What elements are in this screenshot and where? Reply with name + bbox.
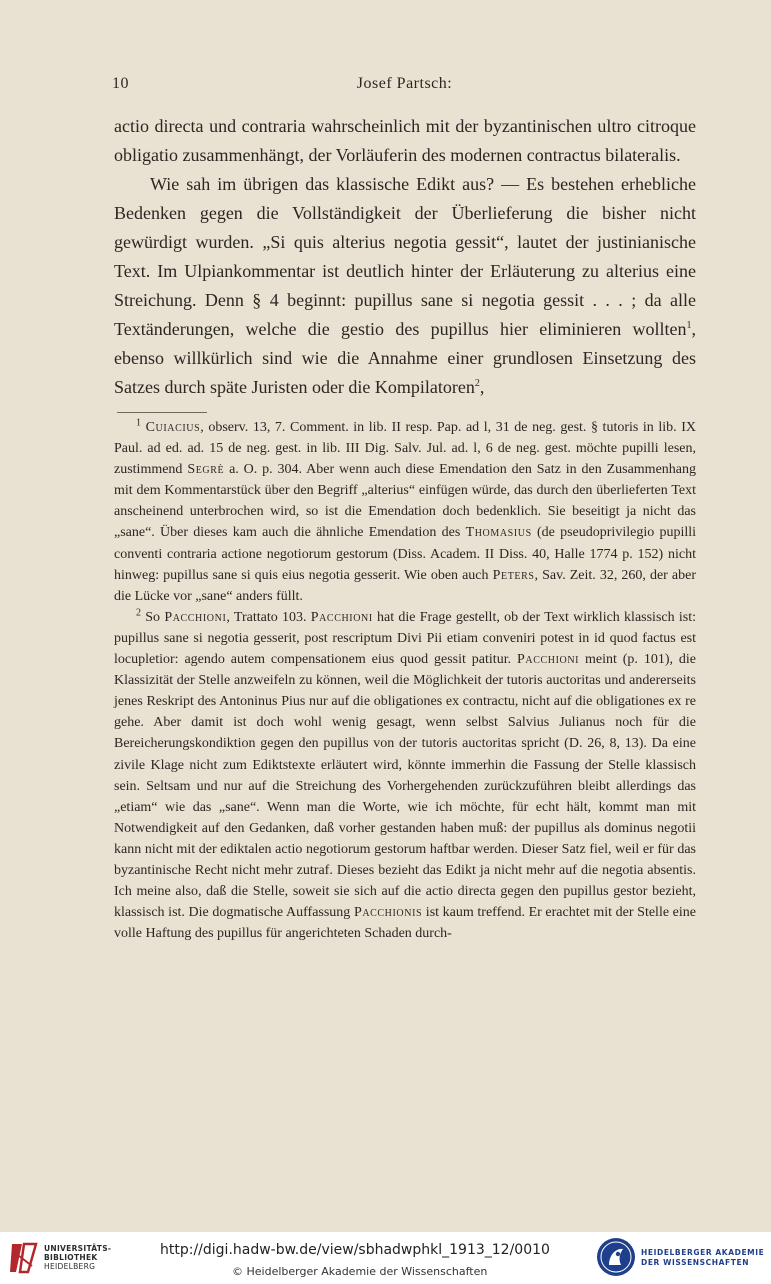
footnote-2: $^2$ So Pacchioni, Trattato 103. Pacchioni hat die Frage gestellt, ob der Text wirklich klassisch ist: pupillus sane si negotia gesserit, post rescriptum Divi Pii etiam conveniri potest in id quod factus est locupletior: agendo autem compensationem eius quod gessit patitur. Pacchioni meint (p. 101), die Klassizität der Stelle anzweifeln zu können, weil die Möglichkeit der tutoris auctoritas und andererseits jenes Reskript des Antoninus Pius nur auf die obligationes ex contractu, nicht auf die obligationes ex re gehe. Aber damit ist doch wohl wenig gesagt, wenn selbst Salvius Julianus noch für die Bereicherungskondiktion gegen den pupillus von der tutoris auctoritas spricht (D. 26, 8, 13). Da eine zivile Klage nicht zum Ediktstexte erläutert wird, könnte immerhin die Fassung der Stelle klassisch sein. Seltsam und nur auf die Streichung des Vorhergehenden zurückzuführen bleibt allerdings das „etiam“ wie das „sane“. Wenn man die Worte, wie ich möchte, für echt hält, kommt man mit Notwendigkeit auf den Gedanken, daß vorher gestanden haben muß: der pupillus als dominus negotii kann nicht mit der ediktalen actio negotiorum gestorum haftbar werden. Dieser Satz fiel, weil er für das byzantinische Recht nicht mehr zutraf. Dieses bezieht das Edikt ja nicht mehr auf die negotia absentis. Ich meine also, daß die Stelle, soweit sie sich auf die actio directa gegen den pupillus gestor bezieht, klassisch ist. Die dogmatische Auffassung Pacchionis ist kaum treffend. Er erachtet mit der Stelle eine volle Haftung des pupillus für angerichteten Schaden durch- xyxy=(114,607,697,942)
footnote-ref: 2 xyxy=(474,378,480,389)
academy-seal-icon[interactable] xyxy=(596,1237,636,1277)
running-title: Josef Partsch: xyxy=(356,75,453,92)
page-header xyxy=(112,75,697,99)
footnote-rule xyxy=(117,412,207,413)
paragraph: Wie sah im übrigen das klassische Edikt aus? — Es bestehen erhebliche Bedenken gegen die Vollständigkeit der Überlieferung die bisher nicht gewürdigt wurden. „Si quis alterius negotia gessit“, lautet der justinianische Text. Im Ulpiankommentar ist deutlich hinter der Erläuterung zu alterius eine Streichung. Denn § 4 beginnt: pupillus sane si negotia gessit . . . ; da alle Textänderungen, welche die gestio des pupillus hier eliminieren wollten$^1$, ebenso willkürlich sind wie die Annahme einer grundlosen Einsetzung des Satzes durch späte Juristen oder die Kompilatoren$^2$, xyxy=(114,174,696,397)
paragraph: actio directa und contraria wahrscheinlich mit der byzantinischen ultro citroque obligatio zusammenhängt, der Vorläuferin des modernen contractus bilateralis. xyxy=(114,116,696,165)
university-library-name: UNIVERSITÄTS- BIBLIOTHEK HEIDELBERG xyxy=(44,1244,112,1271)
permalink-url[interactable]: http://digi.hadw-bw.de/view/sbhadwphkl_1913_12/0010 xyxy=(160,1242,550,1258)
footnote-1: $^1$ Cuiacius, observ. 13, 7. Comment. in lib. II resp. Pap. ad l, 31 de neg. gest. § tutoris in lib. IX Paul. ad ed. ad. 15 de neg. gest. in lib. III Dig. Salv. Jul. ad. l, 6 de neg. gest. möchte pupilli lesen, zustimmend Segrè a. O. p. 304. Aber wenn auch diese Emendation den Satz in den Zusammenhang mit dem Kommentarstück über den Begriff „alterius“ einfügen würde, das durch den überlieferten Text anscheinend unterbrochen wird, so ist die Emendation doch bedenklich. Sie beseitigt ja nicht das „sane“. Über dieses kam auch die ähnliche Emendation des Thomasius (de pseudoprivilegio pupilli conventi contraria actione negotiorum gestorum (Diss. Academ. II Diss. 40, Halle 1774 p. 152) nicht hinweg: pupillus sane si quis eius negotia gesserit. Wie oben auch Peters, Sav. Zeit. 32, 260, der aber die Lücke vor „sane“ anders füllt. xyxy=(114,417,697,604)
university-library-logo-icon[interactable] xyxy=(8,1240,38,1276)
copyright-notice: © Heidelberger Akademie der Wissenschaften xyxy=(232,1265,488,1278)
footnote-ref: 1 xyxy=(686,320,692,331)
academy-name: HEIDELBERGER AKADEMIE DER WISSENSCHAFTEN xyxy=(641,1248,765,1267)
page-number: 10 xyxy=(112,75,129,92)
footnotes xyxy=(114,417,696,944)
viewer-footer xyxy=(0,1232,771,1284)
main-text xyxy=(114,112,696,402)
